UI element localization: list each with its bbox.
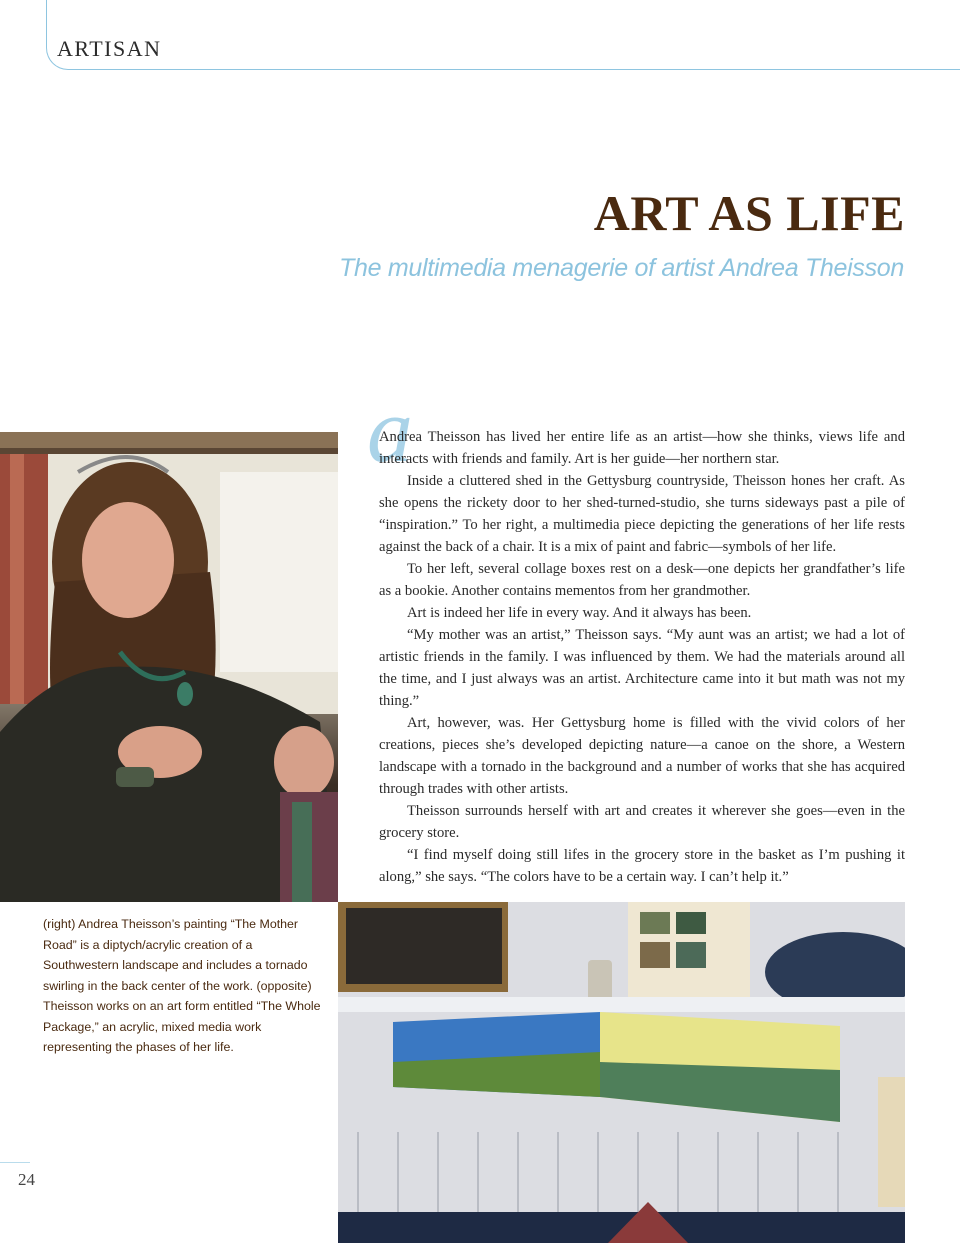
article-paragraph: “I find myself doing still lifes in the grocery store in the basket as I’m pushing it along,” she says. “The colors have to be a certain way. I can’t help it.” [379,847,905,885]
article-paragraph: Theisson surrounds herself with art and creates it wherever she goes—even in the grocery store. [379,803,905,841]
article-paragraph: “My mother was an artist,” Theisson says. “My aunt was an artist; we had a lot of artistic friends in the family. I was influenced by them. We had the materials around all the time, and I just always was an artist. Architecture came into it but math was not my thing.” [379,627,905,709]
article-paragraph: Inside a cluttered shed in the Gettysburg countryside, Theisson hones her craft. As she opens the rickety door to her shed-turned-studio, she turns sideways past a pile of “inspiration.” To her right, a multimedia piece depicting the generations of her life rests against the back of a chair. It is a mix of paint and fabric—symbols of her life. [379,473,905,555]
studio-illustration [338,902,905,1243]
photo-caption: (right) Andrea Theisson’s painting “The Mother Road” is a diptych/acrylic creation of a Southwestern landscape and includes a tornado swirling in the back center of the work. (opposite) Theisson works on an art form entitled “The Whole Package,” an acrylic, mixed media work representing the phases of her life. [43,917,321,1054]
page-number-rule [0,1162,30,1163]
section-label: ARTISAN [57,36,162,61]
article-paragraph: To her left, several collage boxes rest on a desk—one depicts her grandfather’s life as a bookie. Another contains mementos from her grandmother. [379,561,905,599]
page-number: 24 [18,1170,35,1189]
section-header [46,0,960,70]
article-body [379,426,905,888]
portrait-illustration [0,432,338,902]
article-title: ART AS LIFE [593,185,905,241]
article-subtitle: The multimedia menagerie of artist Andrea Theisson [339,254,904,282]
article-paragraph: Art is indeed her life in every way. And it always has been. [407,605,752,621]
article-paragraph: Andrea Theisson has lived her entire life as an artist—how she thinks, views life and interacts with friends and family. Art is her guide—her northern star. [379,429,905,467]
article-paragraph: Art, however, was. Her Gettysburg home is filled with the vivid colors of her creations, pieces she’s developed depicting nature—a canoe on the shore, a Western landscape with a tornado in the background and a number of works that she has acquired through trades with other artists. [379,715,905,797]
portrait-photo [0,432,338,902]
drop-cap: a [367,379,413,481]
studio-painting-photo [338,902,905,1243]
